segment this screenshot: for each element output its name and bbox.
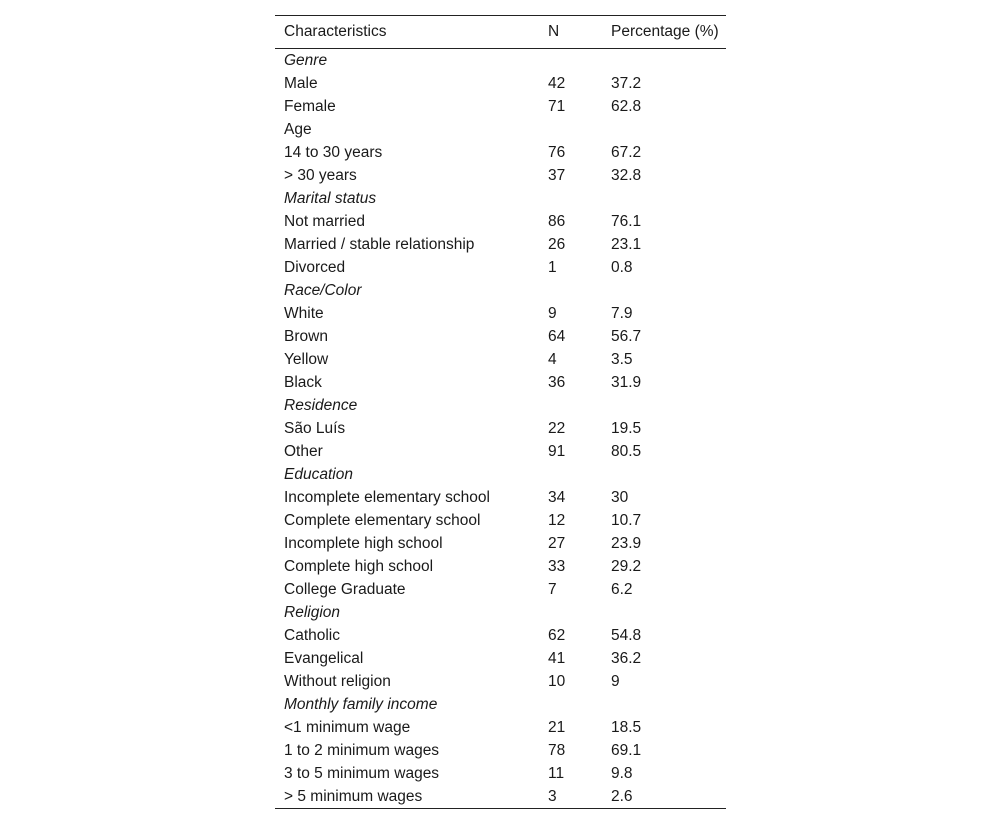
row-percentage: 31.9 (611, 373, 642, 391)
row-n: 3 (548, 787, 557, 805)
row-label: Brown (284, 327, 328, 345)
row-percentage: 29.2 (611, 557, 642, 575)
row-percentage: 7.9 (611, 304, 633, 322)
row-n: 9 (548, 304, 557, 322)
row-n: 26 (548, 235, 566, 253)
group-row (275, 693, 726, 716)
header-n: N (539, 16, 602, 49)
row-label: Yellow (284, 350, 329, 368)
row-n: 21 (548, 718, 566, 736)
row-percentage: 37.2 (611, 74, 642, 92)
row-label: > 5 minimum wages (284, 787, 423, 805)
table-row (275, 532, 726, 555)
row-percentage: 23.1 (611, 235, 642, 253)
group-row (275, 279, 726, 302)
row-label: 14 to 30 years (284, 143, 383, 161)
table-row (275, 95, 726, 118)
row-percentage: 69.1 (611, 741, 642, 759)
table-row (275, 785, 726, 809)
row-n: 37 (548, 166, 566, 184)
group-row (275, 49, 726, 73)
group-label: Genre (284, 51, 328, 69)
group-row (275, 118, 726, 141)
row-n: 71 (548, 97, 566, 115)
row-label: Incomplete elementary school (284, 488, 490, 506)
row-percentage: 67.2 (611, 143, 642, 161)
row-label: 1 to 2 minimum wages (284, 741, 440, 759)
group-row (275, 394, 726, 417)
header-characteristics: Characteristics (275, 16, 539, 49)
group-row (275, 601, 726, 624)
row-percentage: 6.2 (611, 580, 633, 598)
row-percentage: 10.7 (611, 511, 642, 529)
row-label: White (284, 304, 324, 322)
row-n: 36 (548, 373, 566, 391)
row-label: College Graduate (284, 580, 406, 598)
row-label: Without religion (284, 672, 391, 690)
group-label: Age (284, 120, 312, 138)
row-percentage: 80.5 (611, 442, 642, 460)
table-row (275, 141, 726, 164)
row-label: Married / stable relationship (284, 235, 475, 253)
row-n: 78 (548, 741, 566, 759)
row-label: > 30 years (284, 166, 357, 184)
row-n: 33 (548, 557, 566, 575)
table-row (275, 739, 726, 762)
row-label: 3 to 5 minimum wages (284, 764, 440, 782)
row-n: 7 (548, 580, 557, 598)
row-n: 12 (548, 511, 566, 529)
row-n: 64 (548, 327, 566, 345)
group-row (275, 187, 726, 210)
row-percentage: 32.8 (611, 166, 642, 184)
row-percentage: 23.9 (611, 534, 642, 552)
row-label: Incomplete high school (284, 534, 443, 552)
row-label: Divorced (284, 258, 346, 276)
row-label: Complete high school (284, 557, 434, 575)
table-row (275, 555, 726, 578)
table-row (275, 624, 726, 647)
row-percentage: 2.6 (611, 787, 633, 805)
table-row (275, 72, 726, 95)
table-row (275, 647, 726, 670)
row-percentage: 76.1 (611, 212, 642, 230)
row-n: 34 (548, 488, 566, 506)
row-n: 62 (548, 626, 566, 644)
table-row (275, 233, 726, 256)
row-n: 41 (548, 649, 566, 667)
row-n: 1 (548, 258, 557, 276)
row-percentage: 0.8 (611, 258, 633, 276)
row-percentage: 9.8 (611, 764, 633, 782)
row-n: 11 (548, 764, 565, 782)
row-n: 42 (548, 74, 566, 92)
row-percentage: 19.5 (611, 419, 642, 437)
group-label: Education (284, 465, 353, 483)
table-row (275, 256, 726, 279)
row-percentage: 62.8 (611, 97, 642, 115)
row-percentage: 54.8 (611, 626, 642, 644)
group-label: Marital status (284, 189, 377, 207)
row-n: 10 (548, 672, 566, 690)
header-percentage: Percentage (%) (602, 16, 726, 49)
row-n: 76 (548, 143, 566, 161)
row-n: 22 (548, 419, 566, 437)
row-n: 86 (548, 212, 566, 230)
row-label: Male (284, 74, 318, 92)
row-label: Catholic (284, 626, 340, 644)
row-n: 91 (548, 442, 566, 460)
table-row (275, 716, 726, 739)
row-percentage: 56.7 (611, 327, 642, 345)
group-label: Residence (284, 396, 358, 414)
row-label: Other (284, 442, 323, 460)
row-label: Black (284, 373, 322, 391)
row-percentage: 9 (611, 672, 620, 690)
table-row (275, 578, 726, 601)
row-percentage: 3.5 (611, 350, 633, 368)
row-label: Complete elementary school (284, 511, 481, 529)
row-label: São Luís (284, 419, 346, 437)
table-row (275, 348, 726, 371)
table-row (275, 371, 726, 394)
row-label: Female (284, 97, 336, 115)
row-n: 4 (548, 350, 557, 368)
table-row (275, 210, 726, 233)
group-label: Monthly family income (284, 695, 438, 713)
table-body (275, 49, 726, 809)
row-label: <1 minimum wage (284, 718, 411, 736)
row-n: 27 (548, 534, 566, 552)
table-row (275, 762, 726, 785)
table-header (275, 16, 726, 49)
table-row (275, 325, 726, 348)
table-row (275, 302, 726, 325)
table-row (275, 670, 726, 693)
group-row (275, 463, 726, 486)
group-label: Race/Color (284, 281, 362, 299)
row-label: Evangelical (284, 649, 364, 667)
row-percentage: 36.2 (611, 649, 642, 667)
header-row (275, 16, 726, 49)
table-row (275, 509, 726, 532)
row-percentage: 18.5 (611, 718, 642, 736)
table-row (275, 417, 726, 440)
table-row (275, 440, 726, 463)
table-row (275, 486, 726, 509)
group-label: Religion (284, 603, 341, 621)
characteristics-table (275, 15, 726, 809)
table-row (275, 164, 726, 187)
row-label: Not married (284, 212, 365, 230)
row-percentage: 30 (611, 488, 629, 506)
